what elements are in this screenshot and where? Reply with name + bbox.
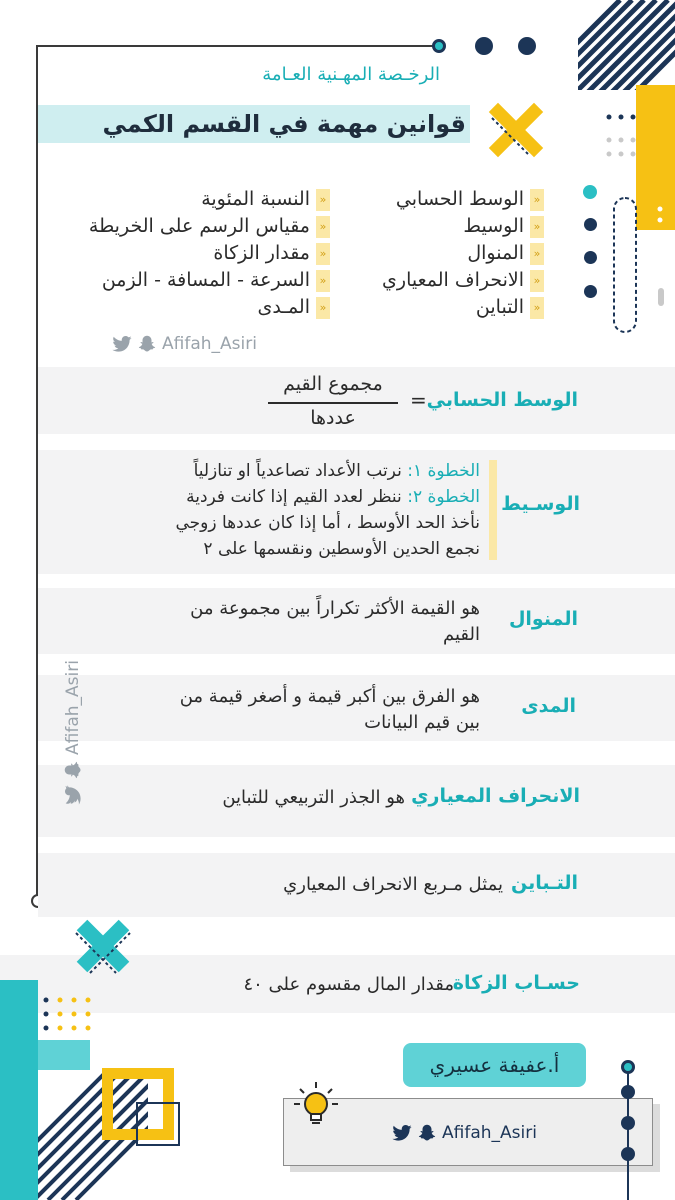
range-text: هو الفرق بين أكبر قيمة و أصغر قيمة من بين قيم البيانات (179, 686, 480, 733)
chevron-icon: « (530, 243, 544, 265)
author-pill: أ.عفيفة عسيري (403, 1043, 586, 1087)
median-text (62, 458, 480, 562)
timeline-node-2 (621, 1116, 635, 1130)
lightbulb-icon (292, 1080, 340, 1128)
mean-equals: = (410, 388, 427, 412)
grey-dash (658, 288, 664, 306)
navy-dot-2 (584, 251, 597, 264)
topic-item: « التباين (330, 294, 544, 321)
topic-item: « المنوال (330, 240, 544, 267)
topics-right-list (330, 186, 544, 321)
navy-dot-1 (584, 218, 597, 231)
topic-item: « الوسط الحسابي (330, 186, 544, 213)
median-accent-bar (489, 460, 497, 560)
header-dot-1 (475, 37, 493, 55)
mean-label: الوسط الحسابي (426, 389, 578, 411)
topic-item: « الوسيط (330, 213, 544, 240)
chevron-icon: « (530, 216, 544, 238)
chevron-icon: « (316, 297, 330, 319)
snapchat-icon (138, 335, 156, 353)
topic-item: « السرعة - المسافة - الزمن (50, 267, 330, 294)
median-step2: الخطوة ٢: ننظر لعدد القيم إذا كانت فردية (186, 487, 480, 507)
chevron-icon: « (316, 243, 330, 265)
side-handle-vertical: Afifah_Asiri (62, 605, 84, 805)
frame-node-teal (432, 39, 446, 53)
small-white-dots (655, 205, 665, 225)
dot-grid-bottom (40, 994, 100, 1044)
mean-numerator: مجموع القيم (283, 373, 383, 395)
yellow-x-shape (488, 102, 544, 158)
teal-x-shape (72, 915, 134, 977)
snapchat-icon (418, 1124, 436, 1142)
teal-block-inner (38, 1040, 90, 1070)
topics-left-list (50, 186, 330, 321)
chevron-icon: « (316, 189, 330, 211)
median-step1: الخطوة ١: نرتب الأعداد تصاعدياً او تنازلياً (193, 461, 480, 481)
topic-item: « الانحراف المعياري (330, 267, 544, 294)
chevron-icon: « (316, 270, 330, 292)
dashed-capsule (612, 196, 638, 334)
timeline-node-1 (621, 1085, 635, 1099)
fraction-bar (268, 402, 398, 404)
chevron-icon: « (316, 216, 330, 238)
chevron-icon: « (530, 189, 544, 211)
teal-dot (583, 185, 597, 199)
variance-text: يمثل مـربع الانحراف المعياري (283, 874, 503, 895)
timeline-node-teal (621, 1060, 635, 1074)
median-label: الوسـيط (501, 493, 580, 515)
timeline-node-3 (621, 1147, 635, 1161)
frame-line-top (36, 45, 438, 47)
diagonal-stripes-top-right (578, 0, 675, 90)
header-dot-2 (518, 37, 536, 55)
twitter-icon (392, 1125, 412, 1141)
navy-square-outline (136, 1102, 180, 1146)
snapchat-icon (64, 761, 82, 779)
mode-label: المنوال (508, 608, 578, 630)
mean-denominator: عددها (310, 407, 356, 429)
range-label: المدى (521, 695, 576, 717)
median-line4: نجمع الحدين الأوسطين ونقسمها على ٢ (203, 539, 480, 559)
teal-block-bottom-left (0, 980, 38, 1200)
variance-label: التـباين (510, 872, 578, 894)
mode-text: هو القيمة الأكثر تكراراً بين مجموعة من القيم (190, 598, 480, 645)
twitter-icon (112, 336, 132, 352)
zakat-label: حسـاب الزكاة (452, 972, 580, 994)
topic-item: « المـدى (50, 294, 330, 321)
topic-item: « مقدار الزكاة (50, 240, 330, 267)
std-label: الانحراف المعياري (411, 785, 580, 807)
std-text: هو الجذر التربيعي للتباين (222, 787, 405, 808)
topic-item: « النسبة المئوية (50, 186, 330, 213)
median-line3: نأخذ الحد الأوسط ، أما إذا كان عددها زوجي (175, 513, 480, 533)
navy-dot-3 (584, 285, 597, 298)
topic-item: « مقياس الرسم على الخريطة (50, 213, 330, 240)
chevron-icon: « (530, 297, 544, 319)
zakat-text: مقدار المال مقسوم على ٤٠ (243, 974, 454, 995)
twitter-icon (65, 785, 81, 805)
social-handle-footer: Afifah_Asiri (392, 1122, 537, 1144)
subtitle: الرخـصة المهـنية العـامة (262, 64, 440, 85)
page-title: قوانين مهمة في القسم الكمي (102, 110, 466, 138)
dot-grid-top (604, 112, 644, 162)
social-handle-top: Afifah_Asiri (112, 333, 257, 355)
chevron-icon: « (530, 270, 544, 292)
